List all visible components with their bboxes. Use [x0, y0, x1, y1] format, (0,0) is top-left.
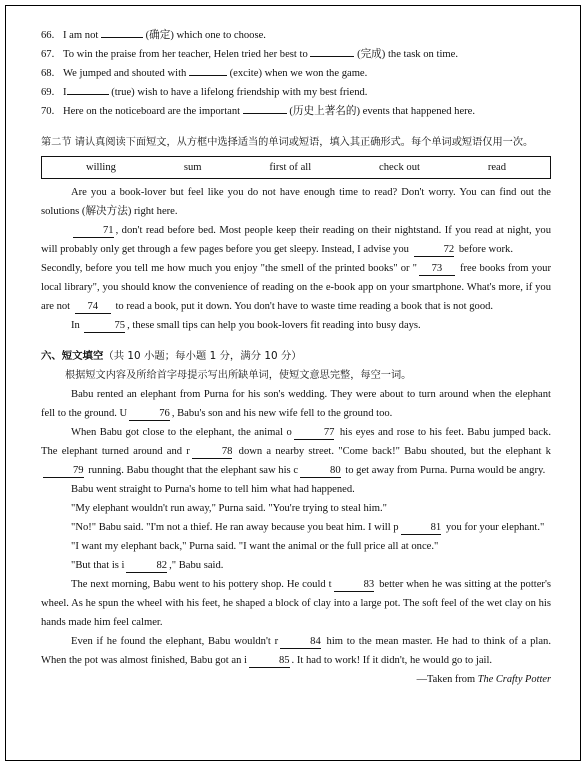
passage-paragraph: Secondly, before you tell me how much you enjoy "the smell of the printed books" or " 73 free books from your local library", you should know the convenience of reading on the e-book app on your smartphone. What's more, if you are not 74 to read a book, put it down. You don't have to waste time reading a book that is not good.: [41, 263, 551, 312]
passage-paragraph: "I want my elephant back," Purna said. "I want the animal or the full price all at once.": [71, 541, 439, 552]
numbered-blank[interactable]: 77: [294, 427, 335, 440]
answer-blank[interactable]: [243, 103, 287, 114]
passage-paragraph: The next morning, Babu went to his pottery shop. He could t 83 better when he was sitting at the potter's wheel. As he spun the wheel with his feet, he shaped a block of clay into a large pot. The soft feel of the wet clay on his hands made him feel calmer.: [41, 579, 551, 628]
numbered-blank[interactable]: 84: [280, 636, 321, 649]
question-66: 66. I am not (确定) which one to choose.: [41, 26, 551, 45]
numbered-blank[interactable]: 74: [75, 301, 111, 314]
passage-paragraph: 71 , don't read before bed. Most people keep their reading on their nightstand. If you read at night, you will probably only get through a few pages before you get sleepy. Instead, I advise you 72 before work.: [41, 225, 551, 255]
question-number: 69.: [41, 87, 55, 98]
question-number: 66.: [41, 30, 55, 41]
section-6-instruction: 根据短文内容及所给首字母提示写出所缺单词，使短文意思完整，每空一词。: [65, 370, 412, 381]
question-70: 70. Here on the noticeboard are the important (历史上著名的) events that happened here.: [41, 102, 551, 121]
numbered-blank[interactable]: 71: [73, 225, 114, 238]
passage-paragraph: "But that is i 82 ," Babu said.: [71, 560, 224, 571]
numbered-blank[interactable]: 82: [126, 560, 167, 573]
word-option: sum: [183, 162, 202, 173]
answer-blank[interactable]: [189, 65, 227, 76]
document-content: [41, 26, 551, 689]
question-number: 70.: [41, 106, 55, 117]
numbered-blank[interactable]: 76: [129, 408, 170, 421]
numbered-blank[interactable]: 75: [84, 320, 125, 333]
numbered-blank[interactable]: 83: [334, 579, 375, 592]
passage-paragraph: Babu rented an elephant from Purna for his son's wedding. They were about to turn around when the elephant fell to the ground. U 76 , Babu's son and his new wife fell to the ground too.: [41, 389, 551, 419]
answer-blank[interactable]: [310, 46, 354, 57]
numbered-blank[interactable]: 73: [419, 263, 455, 276]
word-option: read: [487, 162, 507, 173]
section-2-header: 第二节 请认真阅读下面短文，从方框中选择适当的单词或短语，填入其正确形式。每个单词或短语仅用一次。: [41, 137, 534, 148]
question-number: 68.: [41, 68, 55, 79]
source-title: The Crafty Potter: [477, 674, 551, 685]
passage-paragraph: When Babu got close to the elephant, the animal o 77 his eyes and rose to his feet. Babu jumped back. The elephant turned around and r 78 down a nearby street. "Come back!" Babu shouted, but the elephant k79 running. Babu thought that the elephant saw his c 80 to get away from Purna. Purna would be angry.: [41, 427, 551, 476]
word-option: first of all: [269, 162, 312, 173]
numbered-blank[interactable]: 80: [300, 465, 341, 478]
source-citation: —Taken from The Crafty Potter: [416, 674, 551, 685]
question-69: 69. I (true) wish to have a lifelong friendship with my best friend.: [41, 83, 551, 102]
passage-paragraph: Are you a book-lover but feel like you do not have enough time to read? Don't worry. You can find out the solutions (解决方法) right here.: [41, 187, 551, 217]
answer-blank[interactable]: [67, 84, 109, 95]
passage-paragraph: Babu went straight to Purna's home to tell him what had happened.: [71, 484, 355, 495]
numbered-blank[interactable]: 81: [401, 522, 442, 535]
word-box: [41, 156, 551, 179]
question-number: 67.: [41, 49, 55, 60]
passage-paragraph: Even if he found the elephant, Babu wouldn't r 84 him to the mean master. He had to think of a plan. When the pot was almost finished, Babu got an i 85 . It had to work! If it didn't, he would go to jail.: [41, 636, 551, 666]
answer-blank[interactable]: [101, 27, 143, 38]
passage-paragraph: In 75 , these small tips can help you book-lovers fit reading into busy days.: [71, 320, 421, 331]
numbered-blank[interactable]: 85: [249, 655, 290, 668]
numbered-blank[interactable]: 79: [43, 465, 84, 478]
word-option: check out: [379, 162, 420, 173]
word-option: willing: [85, 162, 116, 173]
numbered-blank[interactable]: 78: [192, 446, 233, 459]
numbered-blank[interactable]: 72: [414, 244, 455, 257]
passage-paragraph: "My elephant wouldn't run away," Purna said. "You're trying to steal him.": [71, 503, 387, 514]
question-67: 67. To win the praise from her teacher, Helen tried her best to (完成) the task on time.: [41, 45, 551, 64]
document-page: [5, 5, 581, 761]
question-68: 68. We jumped and shouted with (excite) when we won the game.: [41, 64, 551, 83]
passage-paragraph: "No!" Babu said. "I'm not a thief. He ran away because you beat him. I will p 81 you for your elephant.": [71, 522, 545, 533]
section-6-title: 六、短文填空（共 10 小题；每小题 1 分，满分 10 分）: [41, 350, 302, 362]
